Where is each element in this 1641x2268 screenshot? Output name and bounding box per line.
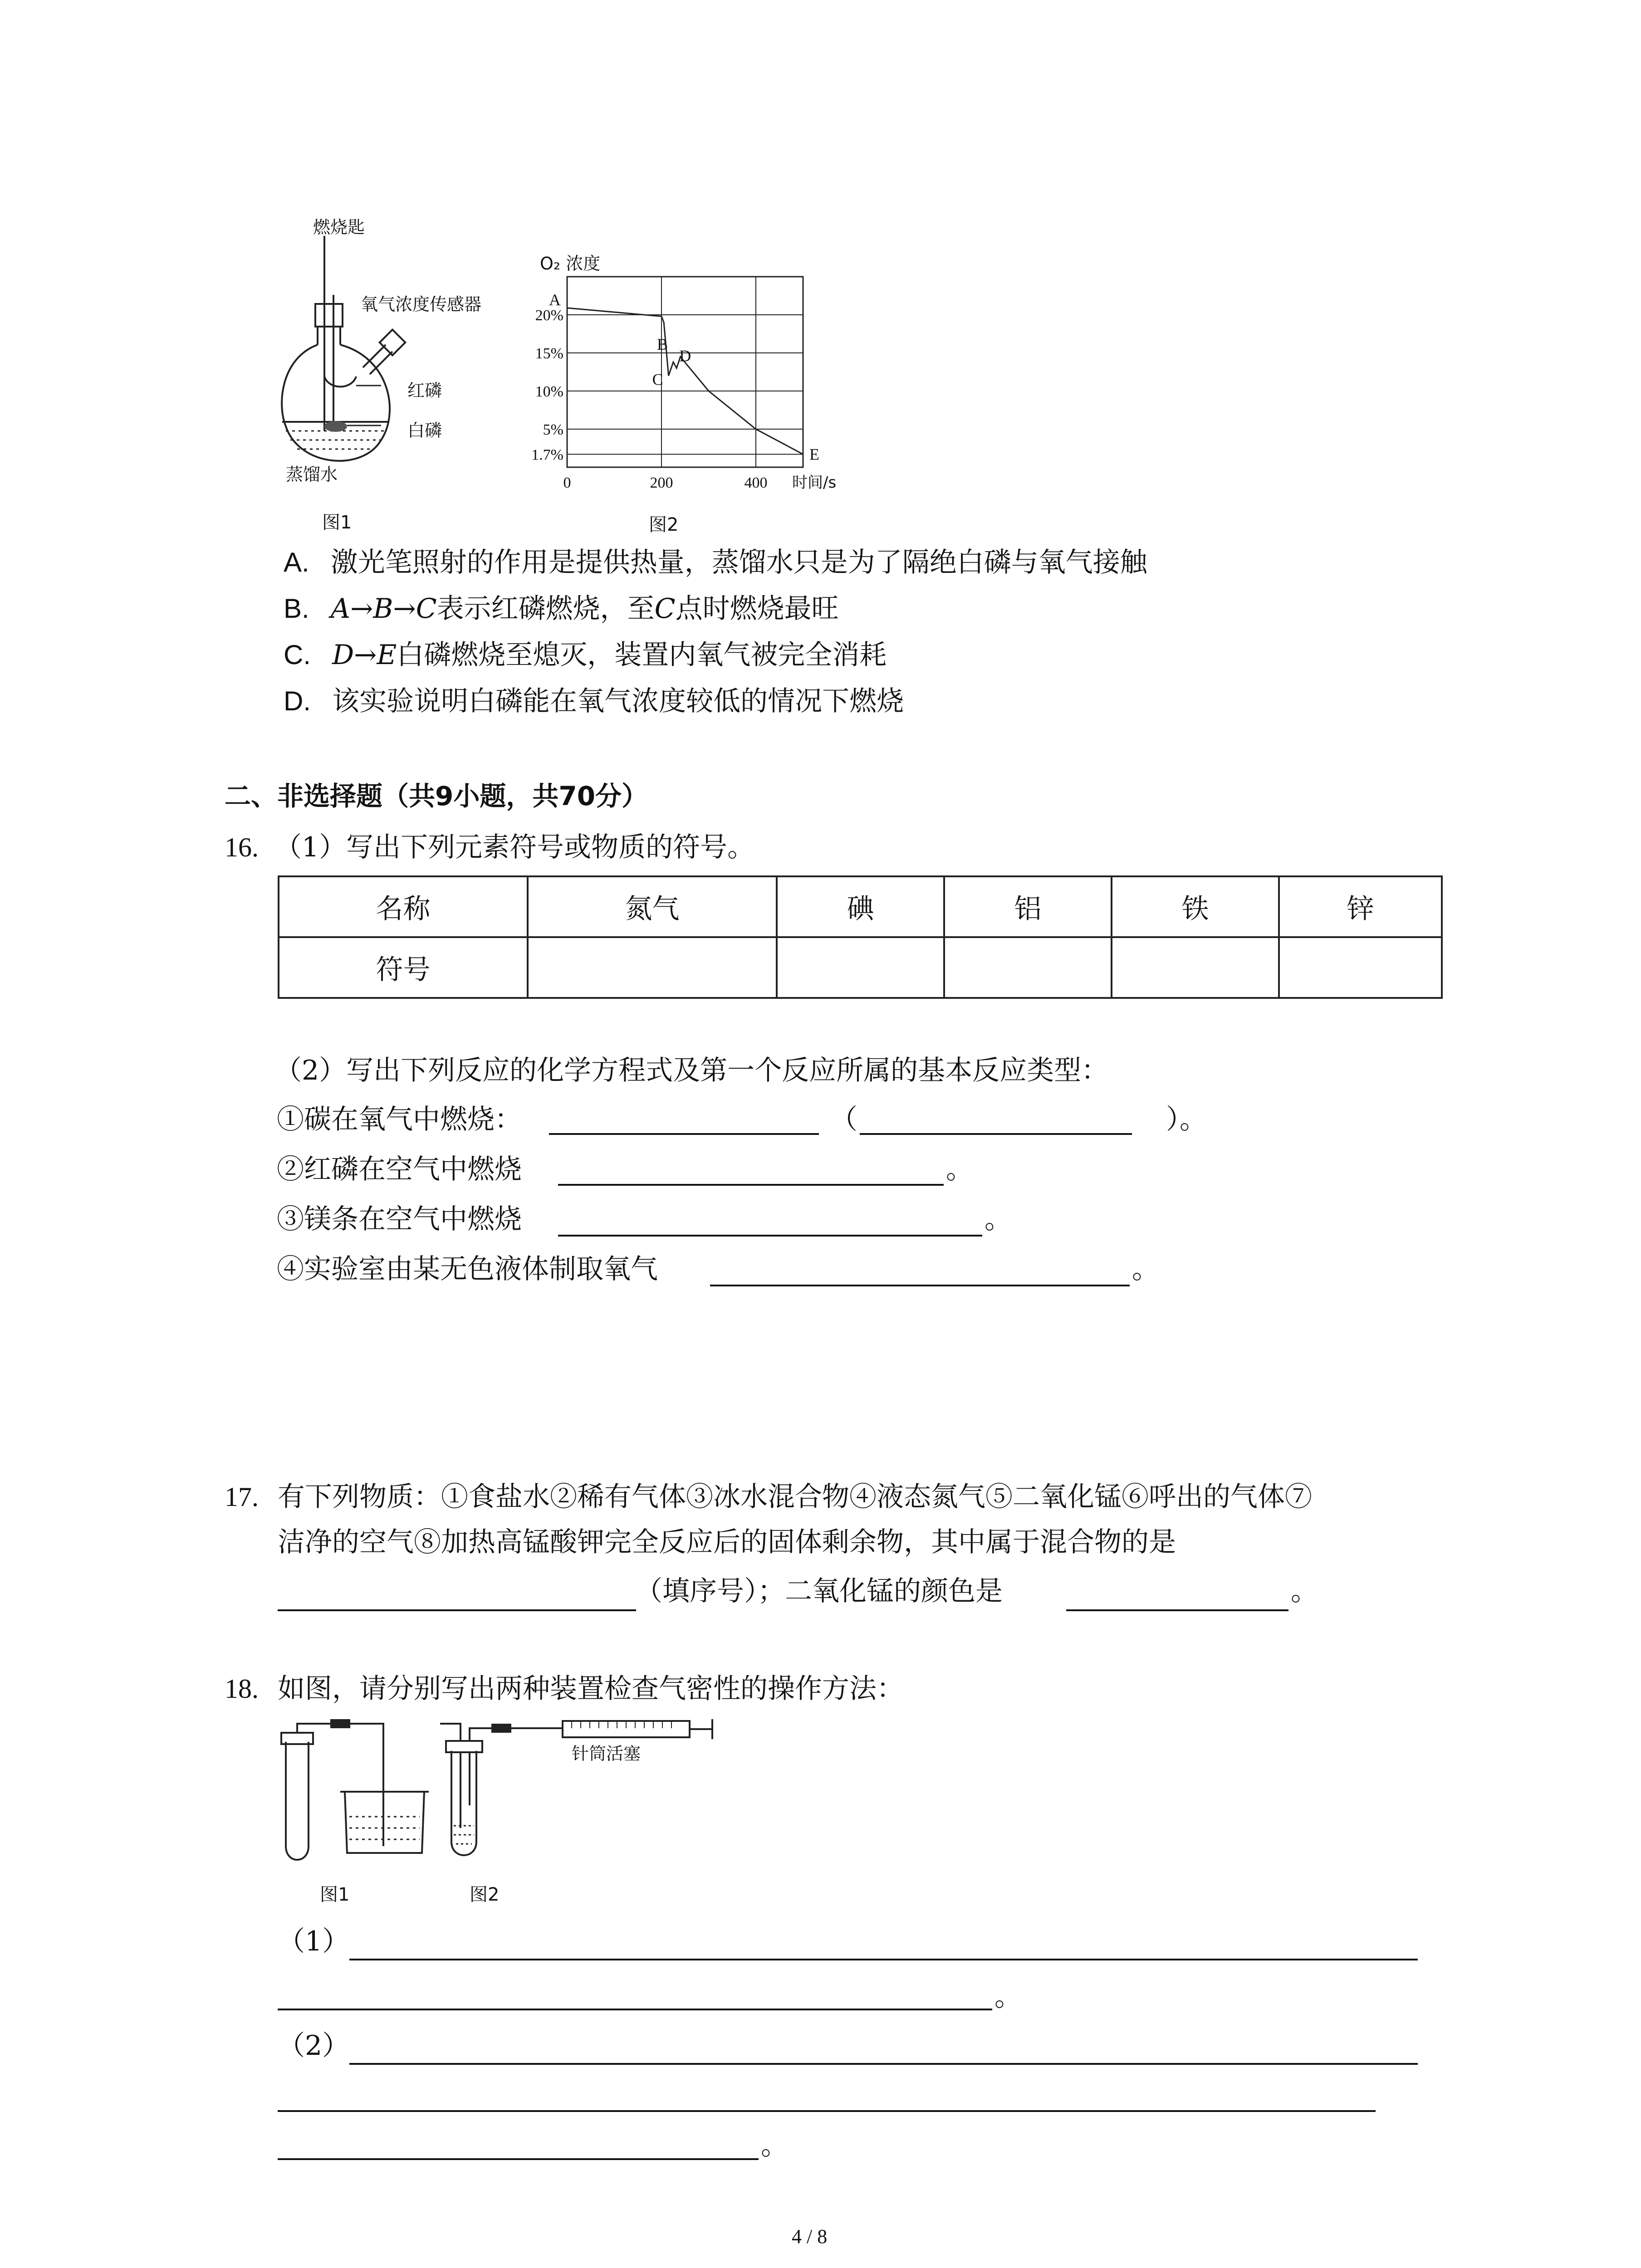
plot-frame bbox=[567, 277, 803, 467]
q16-number: 16. bbox=[225, 832, 259, 862]
option-point: C bbox=[654, 593, 676, 625]
option-letter: A. bbox=[284, 547, 309, 577]
answer-cell[interactable] bbox=[944, 937, 1112, 998]
table-cell: 符号 bbox=[279, 937, 528, 998]
q18-number: 18. bbox=[225, 1674, 259, 1704]
flask-apparatus-drawing bbox=[272, 213, 526, 540]
q17-number: 17. bbox=[225, 1482, 259, 1512]
answer-blank[interactable] bbox=[278, 2158, 759, 2160]
period: 。 bbox=[985, 1203, 1012, 1235]
table-cell: 锌 bbox=[1279, 876, 1442, 937]
section2-title: 二、非选择题（共9小题，共70分） bbox=[225, 781, 648, 811]
period: 。 bbox=[946, 1154, 973, 1185]
answer-blank[interactable] bbox=[278, 2009, 992, 2010]
y-tick-label: 20% bbox=[535, 307, 563, 324]
chart-ylabel: O₂ 浓度 bbox=[540, 254, 601, 274]
o2-concentration-chart bbox=[526, 245, 871, 544]
y-tick-label: 5% bbox=[543, 421, 563, 438]
q16-item1: ①碳在氧气中燃烧： bbox=[277, 1104, 522, 1135]
syringe-label: 针筒活塞 bbox=[572, 1744, 641, 1764]
table-cell: 铝 bbox=[944, 876, 1112, 937]
table-cell: 碘 bbox=[777, 876, 944, 937]
answer-blank[interactable] bbox=[860, 1133, 1132, 1135]
table-cell: 氮气 bbox=[528, 876, 777, 937]
point-label: B bbox=[657, 335, 668, 353]
paren-close: ）。 bbox=[1166, 1104, 1207, 1135]
q17-line2: 洁净的空气⑧加热高锰酸钾完全反应后的固体剩余物，其中属于混合物的是 bbox=[278, 1526, 1176, 1558]
option-letter: D. bbox=[284, 686, 311, 716]
point-label: E bbox=[809, 445, 819, 464]
figure2-chart bbox=[526, 245, 871, 544]
symbol-table bbox=[278, 875, 1443, 999]
period: 。 bbox=[994, 1981, 1022, 2013]
q16-item2: ②红磷在空气中燃烧 bbox=[277, 1154, 522, 1185]
y-tick-label: 10% bbox=[535, 383, 563, 400]
q16-part2: （2）写出下列反应的化学方程式及第一个反应所属的基本反应类型： bbox=[274, 1055, 1109, 1086]
q18-part2-label: （2） bbox=[278, 2030, 350, 2062]
label-distilled-water: 蒸馏水 bbox=[286, 464, 338, 484]
answer-blank[interactable] bbox=[349, 1959, 1418, 1960]
option-text: 该实验说明白磷能在氧气浓度较低的情况下燃烧 bbox=[332, 685, 904, 717]
answer-blank[interactable] bbox=[558, 1235, 982, 1237]
q16-item3: ③镁条在空气中燃烧 bbox=[277, 1203, 522, 1235]
answer-cell[interactable] bbox=[1279, 937, 1442, 998]
figure1-caption: 图1 bbox=[320, 1884, 350, 1905]
period: 。 bbox=[761, 2130, 788, 2161]
table-cell: 铁 bbox=[1112, 876, 1279, 937]
y-tick-label: 1.7% bbox=[531, 446, 563, 464]
series-line bbox=[567, 308, 803, 455]
figure2-caption: 图2 bbox=[649, 514, 679, 535]
q15-option-a bbox=[284, 549, 1147, 576]
q15-option-b bbox=[284, 593, 839, 625]
paren-open: （ bbox=[830, 1104, 857, 1135]
option-formula: D→E bbox=[332, 639, 397, 671]
point-label: C bbox=[652, 370, 663, 389]
figure2-caption: 图2 bbox=[470, 1884, 500, 1905]
option-letter: B. bbox=[284, 593, 309, 624]
option-text: 白磷燃烧至熄灭，装置内氧气被完全消耗 bbox=[397, 639, 887, 671]
table-row bbox=[279, 937, 1442, 998]
answer-blank[interactable] bbox=[549, 1133, 819, 1135]
period: 。 bbox=[1132, 1253, 1159, 1285]
q15-option-c bbox=[284, 641, 887, 669]
answer-blank[interactable] bbox=[278, 1609, 636, 1611]
option-text: 表示红磷燃烧，至 bbox=[436, 593, 655, 625]
y-tick-label: 15% bbox=[535, 345, 563, 362]
answer-cell[interactable] bbox=[528, 937, 777, 998]
q18-part1-label: （1） bbox=[278, 1926, 350, 1957]
option-text: 激光笔照射的作用是提供热量，蒸馏水只是为了隔绝白磷与氧气接触 bbox=[330, 547, 1147, 578]
figure1-caption: 图1 bbox=[322, 512, 352, 533]
q16-item4: ④实验室由某无色液体制取氧气 bbox=[277, 1253, 658, 1285]
label-combustion-spoon: 燃烧匙 bbox=[313, 217, 365, 237]
option-letter: C. bbox=[284, 640, 311, 670]
answer-cell[interactable] bbox=[777, 937, 944, 998]
label-oxygen-sensor: 氧气浓度传感器 bbox=[361, 294, 482, 314]
option-text-end: 点时燃烧最旺 bbox=[675, 593, 839, 625]
point-label: A bbox=[549, 290, 561, 309]
answer-blank[interactable] bbox=[278, 2110, 1376, 2112]
x-tick-label: 200 bbox=[650, 474, 673, 491]
x-tick-label: 0 bbox=[563, 474, 571, 491]
q18-figures bbox=[272, 1715, 726, 1910]
answer-blank[interactable] bbox=[349, 2063, 1418, 2065]
q17-line1: 有下列物质：①食盐水②稀有气体③冰水混合物④液态氮气⑤二氧化锰⑥呼出的气体⑦ bbox=[278, 1481, 1312, 1513]
q16-part1: （1）写出下列元素符号或物质的符号。 bbox=[274, 831, 755, 863]
q17-line3: （填序号）；二氧化锰的颜色是 bbox=[635, 1575, 1003, 1607]
table-row bbox=[279, 876, 1442, 937]
x-tick-label: 400 bbox=[744, 474, 768, 491]
label-red-phosphorus: 红磷 bbox=[407, 381, 442, 401]
x-axis-label: 时间/s bbox=[792, 474, 837, 492]
figure1 bbox=[272, 213, 526, 540]
label-white-phosphorus: 白磷 bbox=[407, 420, 442, 440]
point-label: D bbox=[679, 347, 691, 365]
q15-option-d bbox=[284, 685, 904, 717]
q18-text: 如图，请分别写出两种装置检查气密性的操作方法： bbox=[278, 1673, 904, 1705]
answer-blank[interactable] bbox=[558, 1184, 944, 1186]
answer-blank[interactable] bbox=[1066, 1609, 1288, 1611]
period: 。 bbox=[1291, 1575, 1318, 1607]
answer-cell[interactable] bbox=[1112, 937, 1279, 998]
table-cell: 名称 bbox=[279, 876, 528, 937]
page-number: 4 / 8 bbox=[792, 2225, 828, 2248]
answer-blank[interactable] bbox=[710, 1285, 1130, 1286]
option-formula: A→B→C bbox=[330, 593, 437, 625]
